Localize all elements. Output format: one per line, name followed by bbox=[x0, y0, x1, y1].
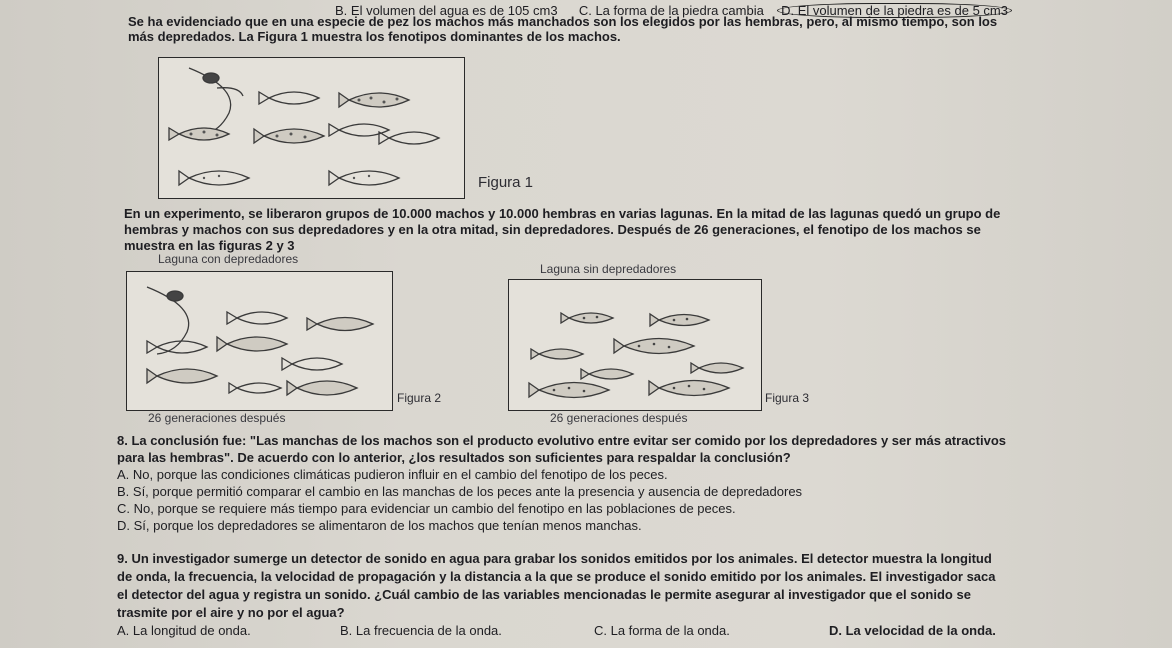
figure-1-illustration bbox=[159, 58, 464, 198]
option-c-text: C. La forma de la piedra cambia bbox=[578, 3, 764, 18]
q9-option-b[interactable]: B. La frecuencia de la onda. bbox=[340, 623, 502, 638]
q8-option-a[interactable]: A. No, porque las condiciones climáticas pudieron influir en el cambio del fenotipo de los peces. bbox=[117, 467, 668, 482]
q9-line-3: el detector del agua y registra un sonido. ¿Cuál cambio de las variables mencionadas le permite asegurar al investigador que el sonido se bbox=[117, 587, 971, 602]
option-d-text: D. El volumen de la piedra es de 5 cm3 bbox=[781, 3, 1008, 18]
figure-1-label: Figura 1 bbox=[478, 174, 534, 191]
q8-line-2: para las hembras". De acuerdo con lo anterior, ¿los resultados son suficientes para respaldar la conclusión? bbox=[117, 450, 791, 465]
q9-line-4: trasmite por el aire y no por el agua? bbox=[117, 605, 345, 620]
q8-line-1: 8. La conclusión fue: "Las manchas de los machos son el producto evolutivo entre evitar ser comido por los depredadores y ser más atractivos bbox=[117, 433, 1006, 448]
figure-3-title: Laguna sin depredadores bbox=[540, 262, 677, 276]
intro-line-2: más depredados. La Figura 1 muestra los fenotipos dominantes de los machos. bbox=[128, 29, 621, 44]
figure-3-footer: 26 generaciones después bbox=[550, 411, 688, 425]
figure-1-box bbox=[158, 57, 465, 199]
experiment-line-2: hembras y machos con sus depredadores y en la otra mitad, sin depredadores. Después de 26 generaciones, el fenotipo de los machos se bbox=[124, 222, 981, 237]
q9-option-c[interactable]: C. La forma de la onda. bbox=[594, 623, 730, 638]
q8-option-d[interactable]: D. Sí, porque los depredadores se alimentaron de los machos que tenían menos manchas. bbox=[117, 518, 642, 533]
fish-group bbox=[169, 92, 439, 185]
q9-line-1: 9. Un investigador sumerge un detector de sonido en agua para grabar los sonidos emitidos por los animales. El detector muestra la longitud bbox=[117, 551, 992, 566]
figure-3-illustration bbox=[509, 280, 761, 410]
experiment-line-3: muestra en las figuras 2 y 3 bbox=[124, 238, 295, 253]
predator-eye-icon bbox=[203, 73, 219, 83]
intro-line-1: Se ha evidenciado que en una especie de pez los machos más manchados son los elegidos por las hembras, pero, al mismo tiempo, son los bbox=[128, 14, 998, 29]
figure-3-box bbox=[508, 279, 762, 411]
figure-2-footer: 26 generaciones después bbox=[148, 411, 286, 425]
figure-3-label: Figura 3 bbox=[765, 391, 810, 405]
predator-eye-icon bbox=[167, 291, 183, 301]
figure-2-title: Laguna con depredadores bbox=[158, 252, 299, 266]
q8-option-b[interactable]: B. Sí, porque permitió comparar el cambio en las manchas de los peces ante la presencia y ausencia de depredadores bbox=[117, 484, 803, 499]
option-b-text: B. El volumen del agua es de 105 cm3 bbox=[335, 3, 558, 18]
q9-option-d[interactable]: D. La velocidad de la onda. bbox=[829, 623, 996, 638]
q9-line-2: de onda, la frecuencia, la velocidad de propagación y la distancia a la que se produce el sonido emitido por los animales. El investigador saca bbox=[117, 569, 996, 584]
q9-option-a[interactable]: A. La longitud de onda. bbox=[117, 623, 251, 638]
q8-option-c[interactable]: C. No, porque se requiere más tiempo para evidenciar un cambio del fenotipo en las poblaciones de peces. bbox=[117, 501, 736, 516]
experiment-line-1: En un experimento, se liberaron grupos de 10.000 machos y 10.000 hembras en varias lagunas. En la mitad de las lagunas quedó un grupo de bbox=[124, 206, 1001, 221]
figure-2-box bbox=[126, 271, 393, 411]
figure-2-illustration bbox=[127, 272, 392, 410]
figure-2-label: Figura 2 bbox=[397, 391, 442, 405]
